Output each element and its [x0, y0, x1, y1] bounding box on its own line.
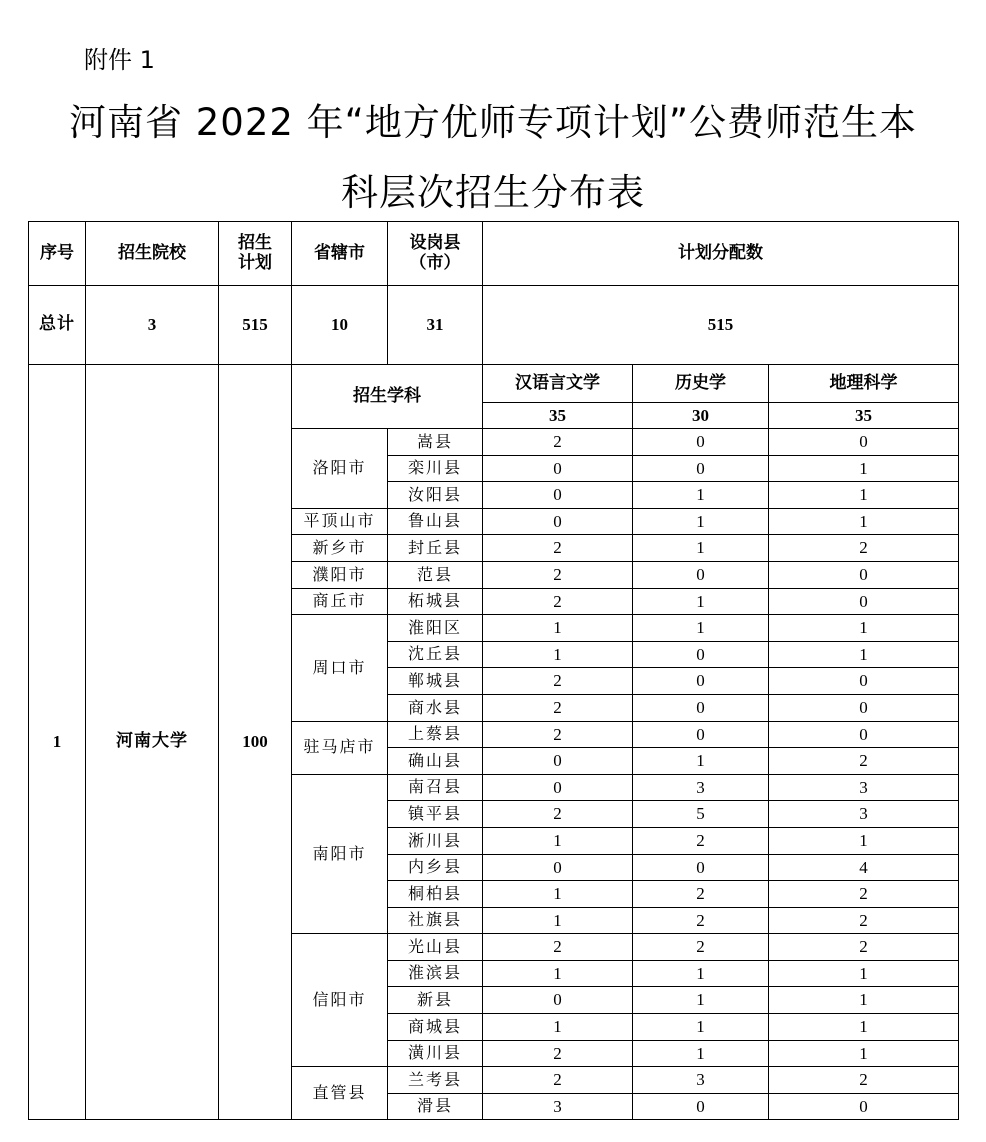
city-cell: 濮阳市	[292, 561, 388, 588]
allocation-value: 1	[633, 535, 769, 562]
allocation-value: 0	[633, 641, 769, 668]
county-cell: 商水县	[388, 694, 483, 721]
county-cell: 光山县	[388, 934, 483, 961]
allocation-value: 1	[633, 482, 769, 509]
allocation-value: 0	[769, 588, 959, 615]
allocation-value: 2	[483, 429, 633, 456]
city-cell: 平顶山市	[292, 508, 388, 535]
allocation-value: 1	[769, 987, 959, 1014]
allocation-value: 2	[633, 881, 769, 908]
county-cell: 淮滨县	[388, 960, 483, 987]
total-schools: 3	[86, 286, 219, 365]
county-cell: 新县	[388, 987, 483, 1014]
header-county: 设岗县 （市）	[388, 222, 483, 286]
city-cell: 驻马店市	[292, 721, 388, 774]
allocation-value: 1	[483, 907, 633, 934]
block-plan: 100	[219, 365, 292, 1120]
county-cell: 淮阳区	[388, 615, 483, 642]
allocation-table	[28, 221, 959, 1120]
allocation-value: 0	[483, 987, 633, 1014]
allocation-value: 2	[483, 934, 633, 961]
city-cell: 周口市	[292, 615, 388, 721]
allocation-value: 5	[633, 801, 769, 828]
allocation-value: 3	[483, 1093, 633, 1120]
allocation-value: 0	[633, 668, 769, 695]
allocation-value: 1	[769, 508, 959, 535]
allocation-value: 0	[633, 455, 769, 482]
allocation-value: 0	[633, 721, 769, 748]
allocation-value: 1	[633, 1040, 769, 1067]
city-cell: 信阳市	[292, 934, 388, 1067]
allocation-value: 1	[633, 748, 769, 775]
header-city: 省辖市	[292, 222, 388, 286]
total-row	[29, 286, 959, 365]
county-cell: 滑县	[388, 1093, 483, 1120]
subject-total: 30	[633, 403, 769, 429]
allocation-value: 3	[769, 774, 959, 801]
city-cell: 直管县	[292, 1067, 388, 1120]
allocation-value: 1	[769, 455, 959, 482]
header-seq: 序号	[29, 222, 86, 286]
total-label: 总计	[29, 286, 86, 365]
attachment-label: 附件 1	[84, 46, 155, 74]
county-cell: 淅川县	[388, 827, 483, 854]
allocation-value: 0	[633, 1093, 769, 1120]
county-cell: 范县	[388, 561, 483, 588]
allocation-value: 2	[483, 561, 633, 588]
county-cell: 内乡县	[388, 854, 483, 881]
allocation-value: 0	[483, 748, 633, 775]
allocation-value: 1	[483, 615, 633, 642]
subject-name: 汉语言文学	[483, 365, 633, 403]
allocation-value: 2	[483, 694, 633, 721]
header-row	[29, 222, 959, 286]
allocation-value: 2	[633, 934, 769, 961]
allocation-value: 2	[769, 934, 959, 961]
allocation-value: 2	[633, 907, 769, 934]
allocation-value: 1	[769, 641, 959, 668]
allocation-value: 1	[633, 615, 769, 642]
header-allocation: 计划分配数	[483, 222, 959, 286]
county-cell: 桐柏县	[388, 881, 483, 908]
total-plan: 515	[219, 286, 292, 365]
allocation-value: 2	[769, 907, 959, 934]
subject-label: 招生学科	[292, 365, 483, 429]
allocation-value: 1	[483, 881, 633, 908]
subject-total: 35	[769, 403, 959, 429]
allocation-value: 0	[483, 854, 633, 881]
county-cell: 上蔡县	[388, 721, 483, 748]
allocation-value: 2	[483, 535, 633, 562]
county-cell: 确山县	[388, 748, 483, 775]
allocation-value: 1	[633, 960, 769, 987]
allocation-value: 0	[769, 721, 959, 748]
total-cities: 10	[292, 286, 388, 365]
allocation-value: 0	[769, 694, 959, 721]
allocation-value: 0	[633, 429, 769, 456]
allocation-value: 1	[483, 827, 633, 854]
allocation-value: 0	[769, 668, 959, 695]
city-cell: 新乡市	[292, 535, 388, 562]
total-allocation: 515	[483, 286, 959, 365]
county-cell: 鲁山县	[388, 508, 483, 535]
allocation-value: 2	[483, 1040, 633, 1067]
allocation-value: 1	[633, 1014, 769, 1041]
allocation-value: 0	[483, 455, 633, 482]
allocation-value: 1	[769, 482, 959, 509]
allocation-value: 0	[633, 854, 769, 881]
county-cell: 社旗县	[388, 907, 483, 934]
city-cell: 南阳市	[292, 774, 388, 934]
allocation-value: 2	[769, 748, 959, 775]
allocation-value: 2	[769, 1067, 959, 1094]
allocation-value: 2	[483, 721, 633, 748]
allocation-value: 3	[633, 774, 769, 801]
document-title-line-1: 河南省 2022 年“地方优师专项计划”公费师范生本	[68, 101, 918, 144]
county-cell: 嵩县	[388, 429, 483, 456]
allocation-value: 0	[769, 429, 959, 456]
county-cell: 南召县	[388, 774, 483, 801]
county-cell: 兰考县	[388, 1067, 483, 1094]
allocation-value: 1	[483, 641, 633, 668]
allocation-value: 0	[483, 482, 633, 509]
allocation-value: 1	[633, 588, 769, 615]
allocation-value: 0	[633, 561, 769, 588]
subject-row	[29, 365, 959, 403]
allocation-value: 1	[769, 1014, 959, 1041]
allocation-value: 2	[483, 668, 633, 695]
county-cell: 柘城县	[388, 588, 483, 615]
allocation-value: 1	[483, 960, 633, 987]
total-counties: 31	[388, 286, 483, 365]
document-title-line-2: 科层次招生分布表	[341, 171, 645, 214]
allocation-value: 0	[769, 561, 959, 588]
county-cell: 汝阳县	[388, 482, 483, 509]
allocation-value: 3	[633, 1067, 769, 1094]
allocation-value: 2	[769, 535, 959, 562]
county-cell: 郸城县	[388, 668, 483, 695]
block-seq: 1	[29, 365, 86, 1120]
county-cell: 栾川县	[388, 455, 483, 482]
header-plan: 招生 计划	[219, 222, 292, 286]
county-cell: 商城县	[388, 1014, 483, 1041]
county-cell: 封丘县	[388, 535, 483, 562]
allocation-value: 1	[769, 1040, 959, 1067]
allocation-value: 4	[769, 854, 959, 881]
allocation-value: 0	[483, 774, 633, 801]
city-cell: 商丘市	[292, 588, 388, 615]
allocation-value: 0	[483, 508, 633, 535]
allocation-value: 1	[633, 508, 769, 535]
city-cell: 洛阳市	[292, 429, 388, 509]
subject-name: 历史学	[633, 365, 769, 403]
allocation-value: 1	[769, 827, 959, 854]
allocation-value: 0	[769, 1093, 959, 1120]
subject-name: 地理科学	[769, 365, 959, 403]
county-cell: 沈丘县	[388, 641, 483, 668]
block-school: 河南大学	[86, 365, 219, 1120]
allocation-value: 3	[769, 801, 959, 828]
subject-total: 35	[483, 403, 633, 429]
allocation-value: 1	[633, 987, 769, 1014]
allocation-value: 1	[483, 1014, 633, 1041]
allocation-value: 2	[483, 588, 633, 615]
allocation-value: 0	[633, 694, 769, 721]
allocation-value: 1	[769, 615, 959, 642]
allocation-value: 2	[483, 801, 633, 828]
allocation-value: 2	[769, 881, 959, 908]
allocation-value: 2	[633, 827, 769, 854]
county-cell: 潢川县	[388, 1040, 483, 1067]
header-school: 招生院校	[86, 222, 219, 286]
county-cell: 镇平县	[388, 801, 483, 828]
allocation-value: 1	[769, 960, 959, 987]
allocation-value: 2	[483, 1067, 633, 1094]
